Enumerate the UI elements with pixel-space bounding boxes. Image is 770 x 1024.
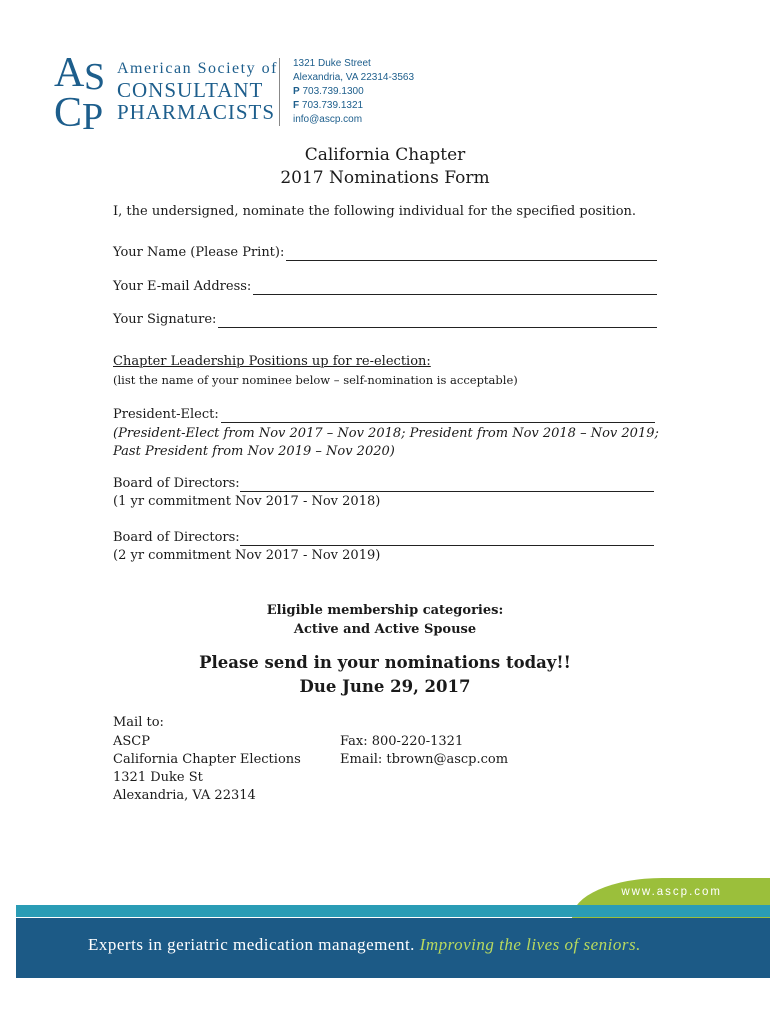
president-elect-label: President-Elect: bbox=[113, 407, 219, 422]
mail-line-city: Alexandria, VA 22314 bbox=[113, 788, 256, 803]
org-name-line1: American Society of bbox=[117, 60, 278, 77]
form-title-chapter: California Chapter bbox=[304, 145, 466, 165]
mail-line-chapter: California Chapter Elections bbox=[113, 752, 301, 767]
phone-label: P bbox=[293, 86, 300, 97]
your-email-label: Your E-mail Address: bbox=[113, 279, 252, 294]
your-name-label: Your Name (Please Print): bbox=[113, 245, 285, 260]
eligible-heading: Eligible membership categories: bbox=[266, 603, 504, 618]
tagline-main: Experts in geriatric medication management. bbox=[88, 935, 415, 954]
president-elect-field[interactable] bbox=[221, 407, 655, 423]
president-elect-note-line2: Past President from Nov 2019 – Nov 2020) bbox=[113, 444, 395, 459]
eligible-categories: Active and Active Spouse bbox=[293, 622, 477, 637]
org-name-line2: CONSULTANT bbox=[117, 78, 264, 102]
intro-text: I, the undersigned, nominate the following individual for the specified position. bbox=[113, 204, 637, 219]
your-name-field[interactable] bbox=[286, 245, 657, 261]
fax-contact: Fax: 800-220-1321 bbox=[340, 734, 464, 749]
cta-send-nominations: Please send in your nominations today!! bbox=[199, 653, 571, 672]
form-title-year: 2017 Nominations Form bbox=[280, 168, 490, 188]
cta-due-date: Due June 29, 2017 bbox=[299, 677, 471, 696]
address-email: info@ascp.com bbox=[293, 114, 363, 125]
org-name-line3: PHARMACISTS bbox=[117, 100, 276, 124]
tagline-italic: Improving the lives of seniors. bbox=[419, 935, 641, 954]
positions-note: (list the name of your nominee below – self-nomination is acceptable) bbox=[113, 373, 518, 387]
positions-heading: Chapter Leadership Positions up for re-election: bbox=[113, 354, 431, 369]
president-elect-note-line1: (President-Elect from Nov 2017 – Nov 2018; President from Nov 2018 – Nov 2019; bbox=[113, 426, 659, 441]
footer-url[interactable]: www.ascp.com bbox=[621, 886, 722, 898]
letterhead-divider bbox=[279, 58, 280, 126]
address-street: 1321 Duke Street bbox=[293, 58, 371, 69]
board-1yr-note: (1 yr commitment Nov 2017 - Nov 2018) bbox=[113, 494, 381, 509]
footer-tagline bbox=[88, 935, 641, 955]
monogram-a: A bbox=[54, 50, 85, 96]
address-city: Alexandria, VA 22314-3563 bbox=[293, 72, 415, 83]
mail-line-street: 1321 Duke St bbox=[113, 770, 203, 785]
email-contact: Email: tbrown@ascp.com bbox=[340, 752, 509, 767]
footer-teal-stripe bbox=[16, 905, 770, 917]
fax-label: F bbox=[293, 100, 300, 111]
fax-number: 703.739.1321 bbox=[301, 100, 364, 111]
board-2yr-note: (2 yr commitment Nov 2017 - Nov 2019) bbox=[113, 548, 381, 563]
ascp-monogram bbox=[52, 48, 114, 138]
monogram-p: P bbox=[82, 96, 104, 138]
address-fax bbox=[293, 100, 363, 111]
board-1yr-field[interactable] bbox=[240, 476, 654, 492]
your-signature-label: Your Signature: bbox=[113, 312, 217, 327]
monogram-c: C bbox=[54, 90, 83, 136]
your-email-field[interactable] bbox=[253, 279, 657, 295]
phone-number: 703.739.1300 bbox=[302, 86, 364, 97]
mail-line-ascp: ASCP bbox=[113, 734, 150, 749]
mail-to-label: Mail to: bbox=[113, 715, 164, 730]
board-1yr-label: Board of Directors: bbox=[113, 476, 240, 491]
address-phone bbox=[293, 86, 364, 97]
board-2yr-field[interactable] bbox=[240, 530, 654, 546]
monogram-s: S bbox=[84, 56, 106, 98]
board-2yr-label: Board of Directors: bbox=[113, 530, 240, 545]
your-signature-field[interactable] bbox=[218, 312, 657, 328]
